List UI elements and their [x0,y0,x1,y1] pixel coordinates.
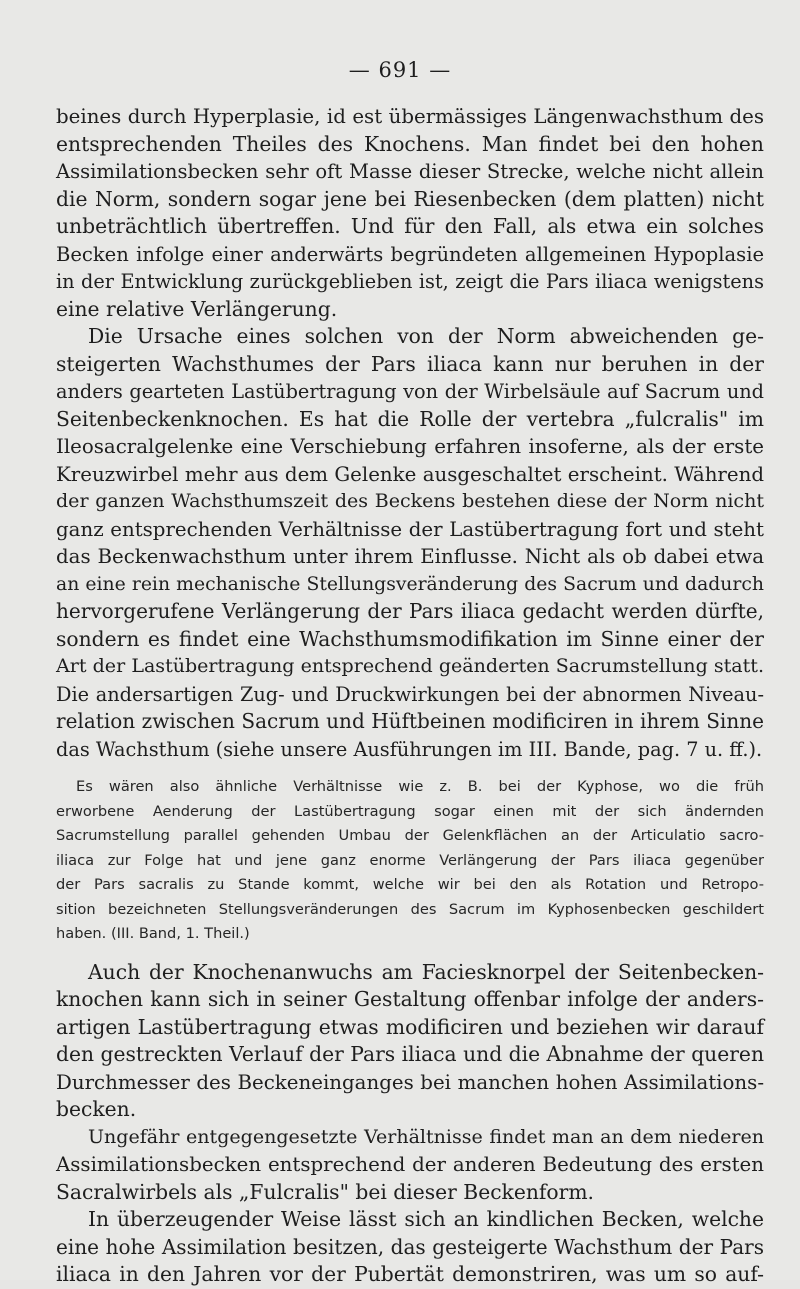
text-line: anders gearteten Lastübertragung von der Wirbelsäule auf Sacrum und [56,380,764,403]
text-line: Auch der Knochenanwuchs am Faciesknorpel der Seitenbecken- [88,959,764,984]
text-line: Ungefähr entgegengesetzte Verhältnisse findet man an dem niederen [88,1125,764,1148]
text-line: unbeträchtlich übertreffen. Und für den Fall, als etwa ein solches [56,214,764,238]
note-line: sition bezeichneten Stellungsveränderungen des Sacrum im Kyphosenbecken geschildert [56,900,764,918]
text-line: in der Entwicklung zurückgeblieben ist, zeigt die Pars iliaca wenigstens [56,270,764,293]
text-line: becken. [56,1097,137,1121]
text-line: der ganzen Wachsthumszeit des Beckens bestehen diese der Norm nicht [56,490,764,512]
text-line: artigen Lastübertragung etwas modificiren und beziehen wir darauf [56,1014,764,1039]
text-line: steigerten Wachsthumes der Pars iliaca kann nur beruhen in der [56,351,764,376]
text-line: beines durch Hyperplasie, id est übermässiges Längenwachsthum des [56,105,764,128]
paragraph-2 [56,323,764,763]
text-line: Durchmesser des Beckeneinganges bei manchen hohen Assimilations- [56,1070,764,1094]
text-line: Die Ursache eines solchen von der Norm abweichenden ge- [88,324,764,348]
text-line: eine relative Verlängerung. [56,296,338,321]
text-line: den gestreckten Verlauf der Pars iliaca und die Abnahme der queren [56,1042,765,1066]
paragraph-3 [56,959,764,1124]
text-line: Kreuzwirbel mehr aus dem Gelenke ausgeschaltet erscheint. Während [56,462,764,486]
text-line: relation zwischen Sacrum und Hüftbeinen modificiren in ihrem Sinne [56,709,764,733]
note-line: Sacrumstellung parallel gehenden Umbau der Gelenkflächen an der Articulatio sacro- [56,827,764,844]
paragraph-4 [56,1124,764,1207]
text-line: Becken infolge einer anderwärts begründeten allgemeinen Hypoplasie [56,242,764,266]
text-line: hervorgerufene Verlängerung der Pars iliaca gedacht werden dürfte, [56,599,764,623]
text-line: In überzeugender Weise lässt sich an kindlichen Becken, welche [88,1207,764,1231]
text-line: die Norm, sondern sogar jene bei Riesenbecken (dem platten) nicht [56,186,764,211]
text-line: Ileosacralgelenke eine Verschiebung erfahren insoferne, als der erste [56,435,764,458]
text-line: das Beckenwachsthum unter ihrem Einflusse. Nicht als ob dabei etwa [56,545,764,568]
text-line: an eine rein mechanische Stellungsveränderung des Sacrum und dadurch [56,573,764,595]
text-line: sondern es findet eine Wachsthumsmodifikation im Sinne einer der [56,626,764,651]
text-line: Die andersartigen Zug- und Druckwirkungen bei der abnormen Niveau- [56,682,764,706]
paragraph-1 [56,103,764,323]
text-line: Assimilationsbecken entsprechend der anderen Bedeutung des ersten [56,1153,764,1176]
text-line: eine hohe Assimilation besitzen, das gesteigerte Wachsthum der Pars [56,1234,764,1259]
body-text [56,103,764,1289]
text-line: ganz entsprechenden Verhältnisse der Lastübertragung fort und steht [56,517,764,541]
text-line: iliaca in den Jahren vor der Pubertät demonstriren, was um so auf- [56,1262,764,1286]
note-line: iliaca zur Folge hat und jene ganz enorme Verlängerung der Pars iliaca gegenüber [56,851,764,869]
text-line: Art der Lastübertragung entsprechend geänderten Sacrumstellung statt. [56,655,764,677]
footnote-paragraph [56,775,764,947]
text-line: Assimilationsbecken sehr oft Masse dieser Strecke, welche nicht allein [56,160,764,183]
text-line: das Wachsthum (siehe unsere Ausführungen im III. Bande, pag. 7 u. ff.). [56,737,763,761]
note-line: Es wären also ähnliche Verhältnisse wie z. B. bei der Kyphose, wo die früh [76,778,764,795]
text-line: knochen kann sich in seiner Gestaltung offenbar infolge der anders- [56,987,764,1011]
text-line: Sacralwirbels als „Fulcralis" bei dieser Beckenform. [56,1179,594,1204]
text-line: entsprechenden Theiles des Knochens. Man findet bei den hohen [56,131,764,156]
note-line: erworbene Aenderung der Lastübertragung sogar einen mit der sich ändernden [56,802,764,820]
paragraph-5 [56,1206,764,1289]
note-line: haben. (III. Band, 1. Theil.) [56,925,250,942]
note-line: der Pars sacralis zu Stande kommt, welche wir bei den als Rotation und Retropo- [56,876,764,893]
text-line: Seitenbeckenknochen. Es hat die Rolle der vertebra „fulcralis" im [56,406,764,431]
page-number: — 691 — [348,58,452,82]
